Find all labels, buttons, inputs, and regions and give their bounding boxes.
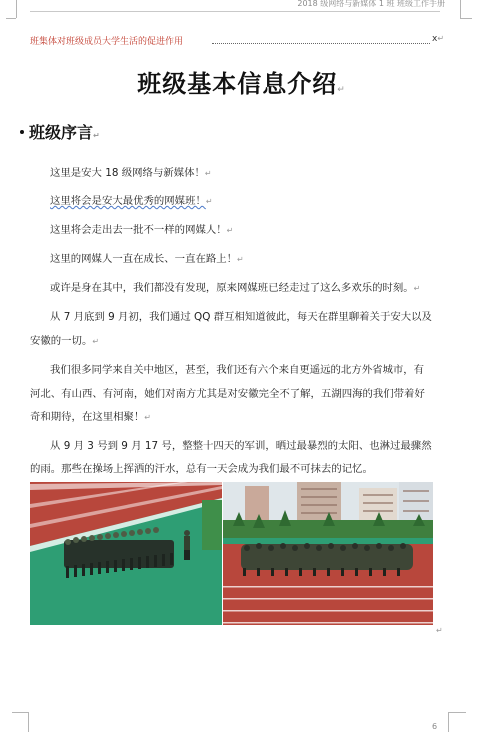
military-training-photo-right (223, 482, 433, 625)
paragraph-7-line-2: 河北、有山西、有河南，她们对南方尤其是对安徽完全不了解，五湖四海的我们带着好 (30, 388, 425, 400)
paragraph-mark-icon: ↵ (237, 255, 244, 264)
page-number: 6 (432, 722, 438, 731)
photo-right-drawing (223, 482, 433, 625)
paragraph-8-line-1: 从 9 月 3 号到 9 月 17 号，整整十四天的军训，晒过最暴烈的太阳、也淋过最骤然 (50, 440, 432, 452)
paragraph-mark-icon: ↵ (144, 413, 151, 422)
paragraph-mark-icon: ↵ (205, 197, 213, 206)
paragraph-1: 这里是安大 18 级网络与新媒体！↵ (50, 167, 212, 179)
bullet-icon (20, 130, 24, 134)
paragraph-mark-icon: ↵ (226, 226, 234, 235)
document-title-text: 班级基本信息介绍 (137, 70, 338, 98)
toc-line-end (432, 34, 444, 44)
crop-mark-top-left-h (6, 18, 16, 19)
crop-mark-top-right-h (460, 18, 472, 19)
toc-leader-dots (212, 43, 430, 44)
crop-mark-top-right (460, 0, 461, 18)
paragraph-mark-icon: ↵ (92, 337, 100, 346)
paragraph-7-line-3: 奇和期待，在这里相聚！↵ (30, 411, 151, 423)
crop-mark-bottom-right (448, 712, 449, 732)
paragraph-6-line-1: 从 7 月底到 9 月初，我们通过 QQ 群互相知道彼此，每天在群里聊着关于安大以及 (50, 311, 432, 323)
paragraph-2: 这里将会是安大最优秀的网媒班！↵ (50, 195, 213, 207)
paragraph-mark-icon: ↵ (437, 34, 445, 43)
crop-mark-bottom-left (28, 712, 29, 732)
paragraph-7-line-1: 我们很多同学来自关中地区，甚至，我们还有六个来自更遥远的北方外省城市，有 (50, 364, 425, 376)
crop-mark-bottom-left-h (12, 712, 28, 713)
photo-left-drawing (30, 482, 222, 625)
paragraph-mark-icon: ↵ (337, 85, 346, 95)
toc-line-end-mark: x (432, 34, 438, 44)
paragraph-mark-icon: ↵ (204, 169, 212, 178)
paragraph-4: 这里的网媒人一直在成长、一直在路上！↵ (50, 253, 244, 265)
document-title (0, 64, 483, 99)
running-header: 2018 级网络与新媒体 1 班 班级工作手册 (297, 0, 445, 8)
section-heading-text: 班级序言 (29, 123, 94, 142)
paragraph-mark-icon: ↵ (93, 131, 100, 140)
paragraph-3: 这里将会走出去一批不一样的网媒人！↵ (50, 224, 234, 236)
header-rule (30, 11, 440, 12)
toc-line-title[interactable]: 班集体对班级成员大学生活的促进作用 (30, 37, 184, 47)
military-training-photo-left (30, 482, 222, 625)
paragraph-8-line-2: 的雨。那些在操场上挥洒的汗水，总有一天会成为我们最不可抹去的记忆。 (30, 463, 373, 475)
paragraph-5: 或许是身在其中，我们都没有发现，原来网媒班已经走过了这么多欢乐的时刻。↵ (50, 282, 421, 294)
section-heading (20, 120, 100, 143)
crop-mark-bottom-right-h (448, 712, 466, 713)
crop-mark-top-left (16, 0, 17, 18)
paragraph-mark-icon: ↵ (413, 284, 421, 293)
paragraph-mark-icon: ↵ (436, 626, 443, 635)
paragraph-6-line-2: 安徽的一切。↵ (30, 335, 100, 347)
